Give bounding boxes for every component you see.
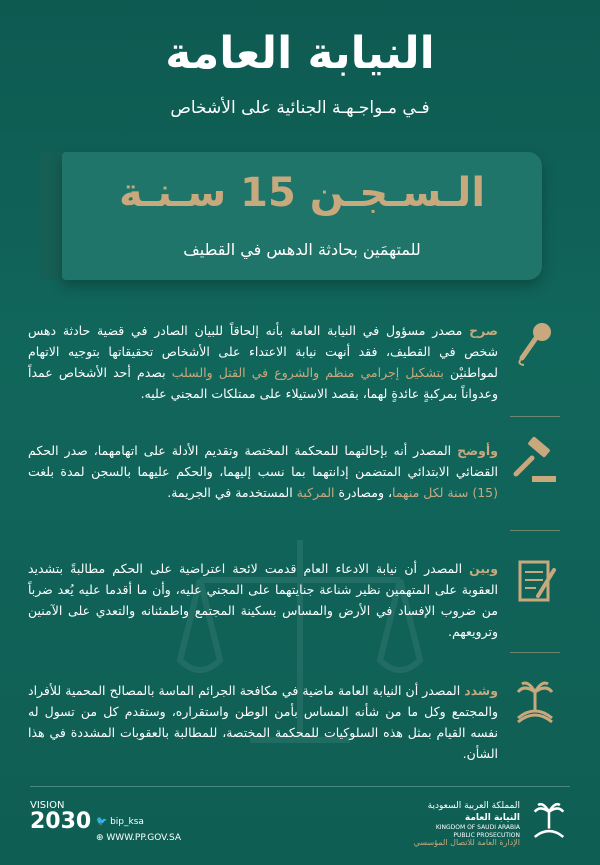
- banner-headline: الـسـجـن 15 سـنـة: [118, 170, 486, 216]
- palm-swords-icon: [510, 678, 560, 728]
- banner-accent: [40, 152, 62, 280]
- microphone-icon: [510, 318, 560, 368]
- website-link[interactable]: ⊕ WWW.PP.GOV.SA: [96, 833, 182, 843]
- org-name-arabic: المملكة العربية السعودية النيابة العامة: [427, 801, 520, 823]
- section-emphasis: [28, 680, 498, 764]
- org-name-english: KINGDOM OF SAUDI ARABIA PUBLIC PROSECUTION: [435, 824, 520, 839]
- org-department: الإدارة العامة للاتصال المؤسسي: [413, 838, 520, 847]
- section-body: بصدم أحد الأشخاص عمداً وعدواناً بمركبةٍ عائدةٍ لهما، بقصد الاستيلاء على ممتلكات المجني عليه.: [28, 365, 498, 401]
- page-title: النيابة العامة: [165, 28, 435, 79]
- twitter-icon: 🐦: [96, 817, 111, 827]
- section-lead: صرح: [469, 323, 498, 338]
- section-clarification: [28, 440, 498, 503]
- banner-subline: للمتهمَين بحادثة الدهس في القطيف: [183, 240, 421, 259]
- globe-icon: ⊕: [96, 833, 107, 843]
- section-statement: [28, 320, 498, 404]
- section-body: المصدر أن نيابة الادعاء العام قدمت لائحة اعتراضية على الحكم مطالبةً بتشديد العقوبة على المتهمين نظير شناعة جنايتهما على المجني عليه، وأن ما أقدما عليه يُعد ضرباً من ضروب الإفساد في الأرض والمساس بسكينة المجتمع واطمئنانه والتعدي على الآمنين وترويعهم.: [28, 561, 498, 639]
- social-links: [96, 814, 181, 846]
- section-body: المصدر أن النيابة العامة ماضية في مكافحة الجرائم الماسة بالمصالح المحمية للأفراد والمجتمع وكل ما من شأنه المساس بأمن الوطن واستقراره، وستقدم كل من تسول له نفسه القيام بمثل هذه السلوكيات للمحكمة المختصة، للمطالبة بالعقوبات المشددة في هذا الشأن.: [28, 683, 498, 761]
- document-pen-icon: [510, 556, 560, 606]
- section-divider: [510, 530, 560, 531]
- section-body: المصدر أنه بإحالتهما للمحكمة المختصة وتقديم الأدلة على اتهامهما، صدر الحكم القضائي الابتدائي المتضمن إدانتهما بما نسب إليهما، والحكم عليهما بالسجن لمدة بلغت: [28, 443, 498, 479]
- section-highlight: (15) سنة لكل منهما: [392, 485, 498, 500]
- page-subtitle: فـي مـواجـهـة الجنائية على الأشخاص: [170, 98, 430, 118]
- section-body: مصدر مسؤول في النيابة العامة بأنه إلحاقاً للبيان الصادر في قضية حادثة دهس شخص في القطيف، فقد أنهت نيابة الاعتداء على الأشخاص تحقيقاتها بتوجيه الاتهام لمواطنيْن: [28, 323, 498, 380]
- vision-2030-logo: [30, 800, 91, 833]
- gavel-icon: [510, 436, 560, 486]
- section-body: المستخدمة في الجريمة.: [167, 485, 297, 500]
- vision-year: 2030: [30, 809, 92, 834]
- section-explanation: [28, 558, 498, 642]
- section-lead: وشدد: [464, 683, 498, 698]
- section-divider: [510, 416, 560, 417]
- vision-label: VISION: [30, 800, 65, 811]
- section-lead: وأوضح: [457, 443, 498, 458]
- section-divider: [510, 652, 560, 653]
- section-body: ، ومصادرة: [334, 485, 393, 500]
- palm-swords-emblem-icon: [528, 798, 570, 844]
- section-highlight: بتشكيل إجرامي منظم والشروع في القتل والسلب: [171, 365, 444, 380]
- section-highlight: المركبة: [296, 485, 335, 500]
- section-lead: وبين: [469, 561, 498, 576]
- footer-rule: [30, 786, 570, 787]
- twitter-link[interactable]: 🐦 bip_ksa: [96, 817, 144, 827]
